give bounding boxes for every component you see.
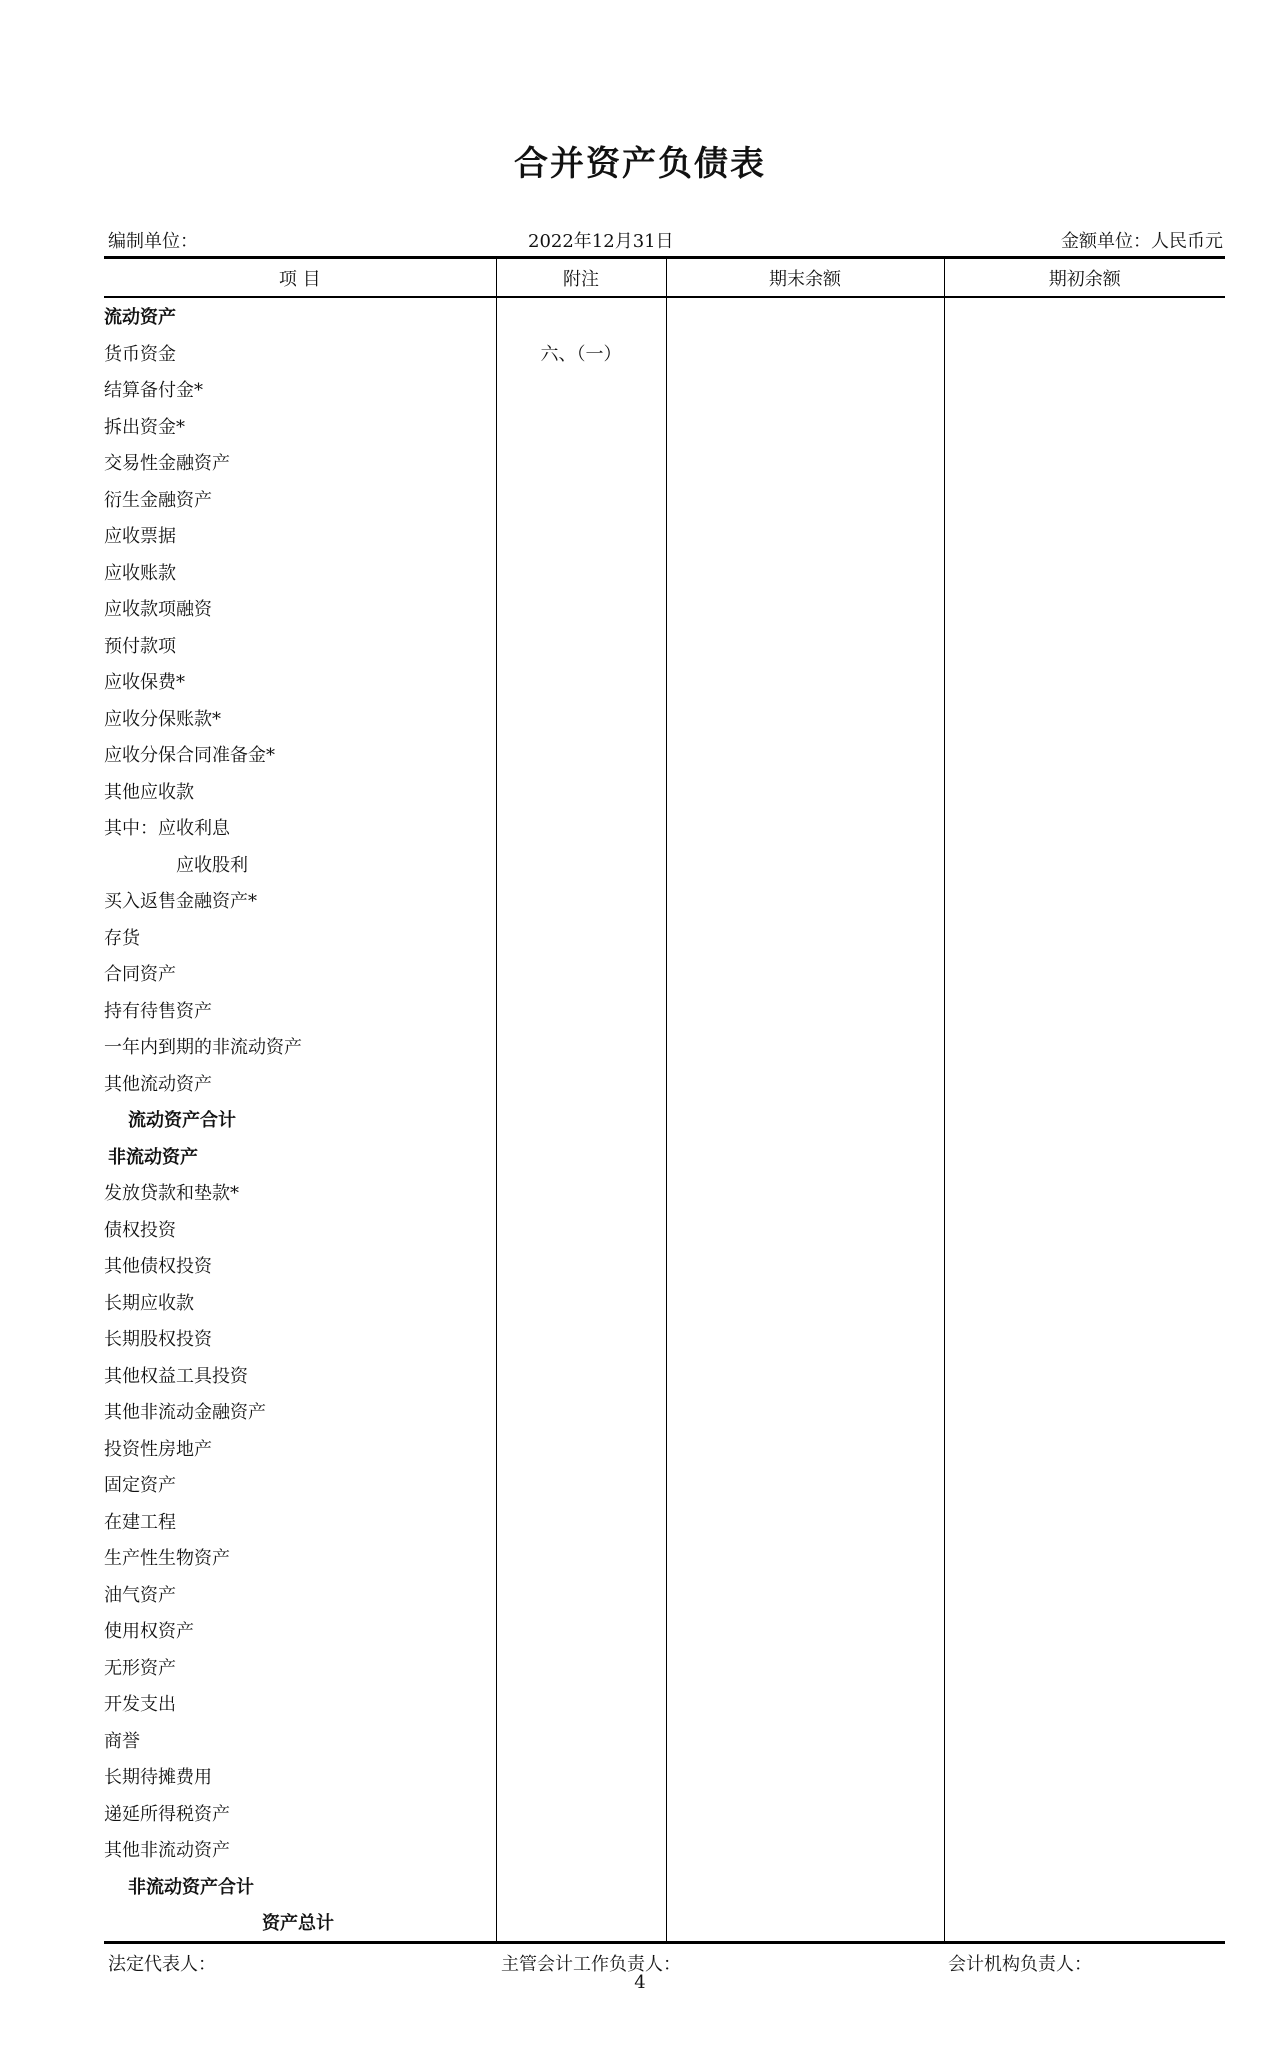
- page-number: 4: [634, 1972, 646, 1993]
- row-note: [496, 1649, 666, 1686]
- row-opening-balance: [944, 590, 1225, 627]
- row-note: [496, 846, 666, 883]
- row-note: [496, 700, 666, 737]
- row-closing-balance: [666, 1357, 944, 1394]
- table-row: [104, 1904, 1225, 1942]
- row-item-label: 非流动资产合计: [104, 1868, 496, 1905]
- row-note: [496, 1393, 666, 1430]
- table-row: [104, 1357, 1225, 1394]
- row-item-label: 长期应收款: [104, 1284, 496, 1321]
- row-note: [496, 1284, 666, 1321]
- row-closing-balance: [666, 627, 944, 664]
- column-header-note: 附注: [496, 258, 666, 298]
- table-row: [104, 1503, 1225, 1540]
- row-closing-balance: [666, 481, 944, 518]
- row-note: [496, 1211, 666, 1248]
- table-row: [104, 1831, 1225, 1868]
- table-row: [104, 1868, 1225, 1905]
- table-row: [104, 1758, 1225, 1795]
- row-note: [496, 1612, 666, 1649]
- accounting-dept-label: 会计机构负责人：: [948, 1954, 1092, 1975]
- table-row: [104, 1138, 1225, 1175]
- row-item-label: 应收账款: [104, 554, 496, 591]
- row-note: [496, 1357, 666, 1394]
- row-note: [496, 1576, 666, 1613]
- row-closing-balance: [666, 1868, 944, 1905]
- row-opening-balance: [944, 1576, 1225, 1613]
- table-row: [104, 1722, 1225, 1759]
- row-item-label: 生产性生物资产: [104, 1539, 496, 1576]
- table-row: [104, 992, 1225, 1029]
- row-opening-balance: [944, 1904, 1225, 1942]
- row-item-label: 持有待售资产: [104, 992, 496, 1029]
- row-note: [496, 590, 666, 627]
- row-item-label: 流动资产合计: [104, 1101, 496, 1138]
- row-closing-balance: [666, 408, 944, 445]
- row-opening-balance: [944, 1795, 1225, 1832]
- row-item-label: 其他非流动金融资产: [104, 1393, 496, 1430]
- table-row: [104, 481, 1225, 518]
- row-opening-balance: [944, 1466, 1225, 1503]
- row-closing-balance: [666, 1393, 944, 1430]
- row-opening-balance: [944, 1247, 1225, 1284]
- row-item-label: 债权投资: [104, 1211, 496, 1248]
- row-note: [496, 1795, 666, 1832]
- row-note: [496, 1320, 666, 1357]
- row-opening-balance: [944, 1174, 1225, 1211]
- row-note: [496, 1430, 666, 1467]
- row-note: [496, 809, 666, 846]
- row-closing-balance: [666, 1211, 944, 1248]
- table-row: [104, 1649, 1225, 1686]
- row-closing-balance: [666, 1503, 944, 1540]
- row-closing-balance: [666, 1101, 944, 1138]
- row-opening-balance: [944, 773, 1225, 810]
- row-opening-balance: [944, 846, 1225, 883]
- row-opening-balance: [944, 1722, 1225, 1759]
- row-item-label: 应收票据: [104, 517, 496, 554]
- row-closing-balance: [666, 1758, 944, 1795]
- row-closing-balance: [666, 1649, 944, 1686]
- row-item-label: 其他非流动资产: [104, 1831, 496, 1868]
- row-closing-balance: [666, 1612, 944, 1649]
- row-closing-balance: [666, 773, 944, 810]
- row-item-label: 长期股权投资: [104, 1320, 496, 1357]
- row-item-label: 结算备付金*: [104, 371, 496, 408]
- row-opening-balance: [944, 992, 1225, 1029]
- row-note: [496, 1101, 666, 1138]
- row-note: [496, 517, 666, 554]
- row-note: [496, 481, 666, 518]
- row-opening-balance: [944, 663, 1225, 700]
- table-row: [104, 1612, 1225, 1649]
- row-closing-balance: [666, 335, 944, 372]
- row-opening-balance: [944, 1028, 1225, 1065]
- row-opening-balance: [944, 517, 1225, 554]
- row-opening-balance: [944, 1868, 1225, 1905]
- table-row: [104, 1576, 1225, 1613]
- column-header-opening-balance: 期初余额: [944, 258, 1225, 298]
- accounting-head-label: 主管会计工作负责人：: [501, 1954, 681, 1975]
- row-item-label: 商誉: [104, 1722, 496, 1759]
- row-opening-balance: [944, 700, 1225, 737]
- row-note: [496, 1174, 666, 1211]
- row-item-label: 货币资金: [104, 335, 496, 372]
- row-opening-balance: [944, 1758, 1225, 1795]
- row-item-label: 应收股利: [104, 846, 496, 883]
- row-opening-balance: [944, 1393, 1225, 1430]
- row-closing-balance: [666, 700, 944, 737]
- row-item-label: 固定资产: [104, 1466, 496, 1503]
- row-note: [496, 955, 666, 992]
- table-row: [104, 590, 1225, 627]
- table-row: [104, 371, 1225, 408]
- row-closing-balance: [666, 1028, 944, 1065]
- row-item-label: 递延所得税资产: [104, 1795, 496, 1832]
- table-row: [104, 773, 1225, 810]
- row-note: 六、（一）: [496, 335, 666, 372]
- table-header-row: [104, 258, 1225, 298]
- row-item-label: 其他债权投资: [104, 1247, 496, 1284]
- row-note: [496, 919, 666, 956]
- row-note: [496, 1466, 666, 1503]
- row-opening-balance: [944, 554, 1225, 591]
- row-closing-balance: [666, 1466, 944, 1503]
- row-closing-balance: [666, 1430, 944, 1467]
- document-title: 合并资产负债表: [514, 144, 766, 184]
- row-item-label: 交易性金融资产: [104, 444, 496, 481]
- row-closing-balance: [666, 882, 944, 919]
- table-row: [104, 1284, 1225, 1321]
- table-row: [104, 1101, 1225, 1138]
- row-closing-balance: [666, 371, 944, 408]
- row-closing-balance: [666, 919, 944, 956]
- row-opening-balance: [944, 627, 1225, 664]
- row-closing-balance: [666, 1138, 944, 1175]
- row-item-label: 开发支出: [104, 1685, 496, 1722]
- row-note: [496, 882, 666, 919]
- row-item-label: 应收分保合同准备金*: [104, 736, 496, 773]
- table-row: [104, 627, 1225, 664]
- row-opening-balance: [944, 1539, 1225, 1576]
- table-row: [104, 1320, 1225, 1357]
- row-note: [496, 408, 666, 445]
- report-meta: [108, 227, 1223, 257]
- table-row: [104, 1393, 1225, 1430]
- table-body: [104, 297, 1225, 1942]
- row-closing-balance: [666, 992, 944, 1029]
- row-opening-balance: [944, 1211, 1225, 1248]
- row-opening-balance: [944, 1284, 1225, 1321]
- row-opening-balance: [944, 809, 1225, 846]
- row-closing-balance: [666, 1685, 944, 1722]
- row-note: [496, 1831, 666, 1868]
- row-note: [496, 627, 666, 664]
- row-note: [496, 1758, 666, 1795]
- row-closing-balance: [666, 1722, 944, 1759]
- row-item-label: 投资性房地产: [104, 1430, 496, 1467]
- row-note: [496, 1028, 666, 1065]
- row-opening-balance: [944, 297, 1225, 335]
- table-row: [104, 1065, 1225, 1102]
- row-item-label: 其他应收款: [104, 773, 496, 810]
- row-closing-balance: [666, 590, 944, 627]
- table-row: [104, 882, 1225, 919]
- row-item-label: 买入返售金融资产*: [104, 882, 496, 919]
- table-row: [104, 335, 1225, 372]
- row-opening-balance: [944, 882, 1225, 919]
- table-row: [104, 1685, 1225, 1722]
- row-item-label: 使用权资产: [104, 1612, 496, 1649]
- table-row: [104, 1539, 1225, 1576]
- row-item-label: 一年内到期的非流动资产: [104, 1028, 496, 1065]
- report-date: 2022年12月31日: [528, 231, 674, 252]
- row-closing-balance: [666, 444, 944, 481]
- table-row: [104, 736, 1225, 773]
- row-opening-balance: [944, 1357, 1225, 1394]
- row-closing-balance: [666, 809, 944, 846]
- row-item-label: 其他流动资产: [104, 1065, 496, 1102]
- row-note: [496, 297, 666, 335]
- table-row: [104, 1028, 1225, 1065]
- row-item-label: 其中：应收利息: [104, 809, 496, 846]
- row-item-label: 资产总计: [104, 1904, 496, 1942]
- column-header-item: 项 目: [104, 258, 496, 298]
- table-row: [104, 1174, 1225, 1211]
- row-closing-balance: [666, 1284, 944, 1321]
- row-note: [496, 554, 666, 591]
- row-item-label: 非流动资产: [104, 1138, 496, 1175]
- row-note: [496, 1539, 666, 1576]
- row-opening-balance: [944, 955, 1225, 992]
- row-item-label: 无形资产: [104, 1649, 496, 1686]
- row-opening-balance: [944, 444, 1225, 481]
- row-closing-balance: [666, 1576, 944, 1613]
- table-row: [104, 444, 1225, 481]
- row-opening-balance: [944, 1138, 1225, 1175]
- row-item-label: 应收分保账款*: [104, 700, 496, 737]
- row-closing-balance: [666, 1539, 944, 1576]
- row-opening-balance: [944, 1612, 1225, 1649]
- row-note: [496, 1904, 666, 1942]
- row-opening-balance: [944, 1649, 1225, 1686]
- legal-representative-label: 法定代表人：: [108, 1954, 216, 1975]
- preparer-label: 编制单位：: [108, 231, 198, 252]
- row-note: [496, 773, 666, 810]
- table-row: [104, 846, 1225, 883]
- row-opening-balance: [944, 408, 1225, 445]
- row-item-label: 其他权益工具投资: [104, 1357, 496, 1394]
- row-item-label: 在建工程: [104, 1503, 496, 1540]
- table-row: [104, 919, 1225, 956]
- row-opening-balance: [944, 1430, 1225, 1467]
- row-opening-balance: [944, 1065, 1225, 1102]
- row-opening-balance: [944, 1101, 1225, 1138]
- column-header-closing-balance: 期末余额: [666, 258, 944, 298]
- row-opening-balance: [944, 335, 1225, 372]
- row-item-label: 长期待摊费用: [104, 1758, 496, 1795]
- currency-unit: 金额单位：人民币元: [1061, 231, 1223, 252]
- row-closing-balance: [666, 1065, 944, 1102]
- row-item-label: 预付款项: [104, 627, 496, 664]
- table-row: [104, 1795, 1225, 1832]
- row-closing-balance: [666, 1795, 944, 1832]
- row-opening-balance: [944, 919, 1225, 956]
- table-row: [104, 1247, 1225, 1284]
- row-closing-balance: [666, 663, 944, 700]
- row-opening-balance: [944, 736, 1225, 773]
- balance-sheet-table: [104, 256, 1225, 1944]
- row-closing-balance: [666, 736, 944, 773]
- row-note: [496, 1685, 666, 1722]
- row-item-label: 存货: [104, 919, 496, 956]
- table-row: [104, 955, 1225, 992]
- table-row: [104, 517, 1225, 554]
- row-opening-balance: [944, 481, 1225, 518]
- table-row: [104, 554, 1225, 591]
- row-item-label: 衍生金融资产: [104, 481, 496, 518]
- row-closing-balance: [666, 955, 944, 992]
- row-note: [496, 371, 666, 408]
- row-note: [496, 1503, 666, 1540]
- row-opening-balance: [944, 1503, 1225, 1540]
- row-item-label: 油气资产: [104, 1576, 496, 1613]
- row-closing-balance: [666, 517, 944, 554]
- row-item-label: 应收保费*: [104, 663, 496, 700]
- row-note: [496, 1722, 666, 1759]
- table-row: [104, 1430, 1225, 1467]
- table-row: [104, 408, 1225, 445]
- row-closing-balance: [666, 1320, 944, 1357]
- row-note: [496, 1138, 666, 1175]
- row-item-label: 应收款项融资: [104, 590, 496, 627]
- row-note: [496, 663, 666, 700]
- row-closing-balance: [666, 1904, 944, 1942]
- row-opening-balance: [944, 1685, 1225, 1722]
- row-item-label: 拆出资金*: [104, 408, 496, 445]
- row-note: [496, 736, 666, 773]
- row-closing-balance: [666, 1174, 944, 1211]
- row-note: [496, 444, 666, 481]
- table-row: [104, 1466, 1225, 1503]
- row-note: [496, 992, 666, 1029]
- row-item-label: 合同资产: [104, 955, 496, 992]
- row-item-label: 发放贷款和垫款*: [104, 1174, 496, 1211]
- row-opening-balance: [944, 371, 1225, 408]
- row-note: [496, 1065, 666, 1102]
- row-note: [496, 1868, 666, 1905]
- row-item-label: 流动资产: [104, 297, 496, 335]
- row-opening-balance: [944, 1831, 1225, 1868]
- row-closing-balance: [666, 297, 944, 335]
- table-row: [104, 700, 1225, 737]
- row-opening-balance: [944, 1320, 1225, 1357]
- table-row: [104, 809, 1225, 846]
- table-row: [104, 663, 1225, 700]
- row-closing-balance: [666, 554, 944, 591]
- table-row: [104, 297, 1225, 335]
- row-note: [496, 1247, 666, 1284]
- row-closing-balance: [666, 846, 944, 883]
- row-closing-balance: [666, 1247, 944, 1284]
- row-closing-balance: [666, 1831, 944, 1868]
- table-row: [104, 1211, 1225, 1248]
